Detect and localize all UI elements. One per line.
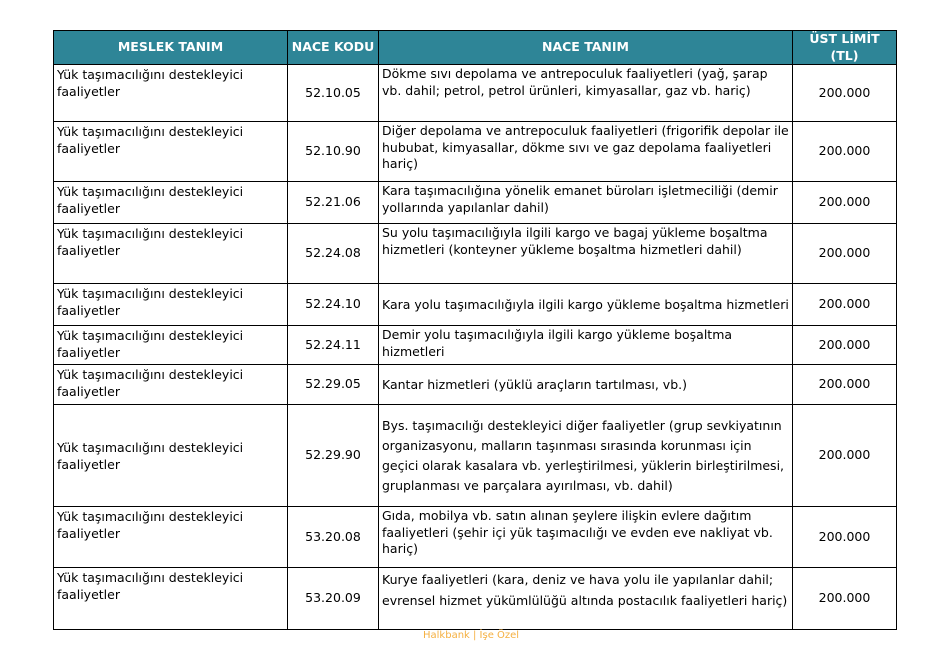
nace-tanim-cell: Demir yolu taşımacılığıyla ilgili kargo yükleme boşaltma hizmetleri [379,326,793,365]
ust-limit-cell: 200.000 [793,224,897,284]
meslek-cell: Yük taşımacılığını destekleyici faaliyetler [54,365,288,405]
table-row [54,507,897,568]
nace-kodu-cell: 52.10.90 [288,122,379,182]
ust-limit-cell: 200.000 [793,284,897,326]
nace-tanim-cell: Kurye faaliyetleri (kara, deniz ve hava yolu ile yapılanlar dahil; evrensel hizmet yükümlülüğü altında postacılık faaliyetleri hariç) [379,568,793,630]
nace-kodu-cell: 52.24.11 [288,326,379,365]
header-nace-tanim: NACE TANIM [379,31,793,65]
nace-kodu-cell: 53.20.08 [288,507,379,568]
nace-tanim-cell: Dökme sıvı depolama ve antrepoculuk faaliyetleri (yağ, şarap vb. dahil; petrol, petrol ürünleri, kimyasallar, gaz vb. hariç) [379,65,793,122]
meslek-cell: Yük taşımacılığını destekleyici faaliyetler [54,284,288,326]
table-row [54,405,897,507]
nace-tanim-cell: Su yolu taşımacılığıyla ilgili kargo ve bagaj yükleme boşaltma hizmetleri (konteyner yükleme boşaltma hizmetleri dahil) [379,224,793,284]
nace-tanim-cell: Kara yolu taşımacılığıyla ilgili kargo yükleme boşaltma hizmetleri [379,284,793,326]
table-row [54,65,897,122]
ust-limit-cell: 200.000 [793,326,897,365]
table-row [54,326,897,365]
nace-table [53,30,897,630]
table-row [54,182,897,224]
meslek-cell: Yük taşımacılığını destekleyici faaliyetler [54,224,288,284]
ust-limit-cell: 200.000 [793,507,897,568]
ust-limit-cell: 200.000 [793,122,897,182]
table-row [54,568,897,630]
ust-limit-cell: 200.000 [793,65,897,122]
nace-kodu-cell: 53.20.09 [288,568,379,630]
nace-tanim-cell: Kantar hizmetleri (yüklü araçların tartılması, vb.) [379,365,793,405]
nace-kodu-cell: 52.29.05 [288,365,379,405]
table-row [54,224,897,284]
nace-tanim-cell: Diğer depolama ve antrepoculuk faaliyetleri (frigorifik depolar ile hububat, kimyasallar, dökme sıvı ve gaz depolama faaliyetleri hariç) [379,122,793,182]
ust-limit-cell: 200.000 [793,365,897,405]
nace-kodu-cell: 52.24.08 [288,224,379,284]
ust-limit-cell: 200.000 [793,405,897,507]
nace-kodu-cell: 52.10.05 [288,65,379,122]
nace-kodu-cell: 52.21.06 [288,182,379,224]
meslek-cell: Yük taşımacılığını destekleyici faaliyetler [54,122,288,182]
meslek-cell: Yük taşımacılığını destekleyici faaliyetler [54,507,288,568]
header-nace-kodu: NACE KODU [288,31,379,65]
meslek-cell: Yük taşımacılığını destekleyici faaliyetler [54,568,288,630]
header-ust-limit: ÜST LİMİT (TL) [793,31,897,65]
table-row [54,284,897,326]
nace-kodu-cell: 52.24.10 [288,284,379,326]
ust-limit-cell: 200.000 [793,568,897,630]
nace-tanim-cell: Gıda, mobilya vb. satın alınan şeylere ilişkin evlere dağıtım faaliyetleri (şehir içi yük taşımacılığı ve evden eve nakliyat vb. hariç) [379,507,793,568]
header-meslek-tanim: MESLEK TANIM [54,31,288,65]
meslek-cell: Yük taşımacılığını destekleyici faaliyetler [54,65,288,122]
table-row [54,122,897,182]
meslek-cell: Yük taşımacılığını destekleyici faaliyetler [54,326,288,365]
ust-limit-cell: 200.000 [793,182,897,224]
nace-tanim-cell: Bys. taşımacılığı destekleyici diğer faaliyetler (grup sevkiyatının organizasyonu, malların taşınması sırasında korunması için geçici olarak kasalara vb. yerleştirilmesi, yüklerin birleştirilmesi, gruplanması ve parçalara ayırılması, vb. dahil) [379,405,793,507]
table-row [54,365,897,405]
meslek-cell: Yük taşımacılığını destekleyici faaliyetler [54,182,288,224]
footer-label: Halkbank | İşe Özel [423,630,520,641]
nace-kodu-cell: 52.29.90 [288,405,379,507]
header-row [54,31,897,65]
meslek-cell: Yük taşımacılığını destekleyici faaliyetler [54,405,288,507]
nace-tanim-cell: Kara taşımacılığına yönelik emanet büroları işletmeciliği (demir yollarında yapılanlar dahil) [379,182,793,224]
